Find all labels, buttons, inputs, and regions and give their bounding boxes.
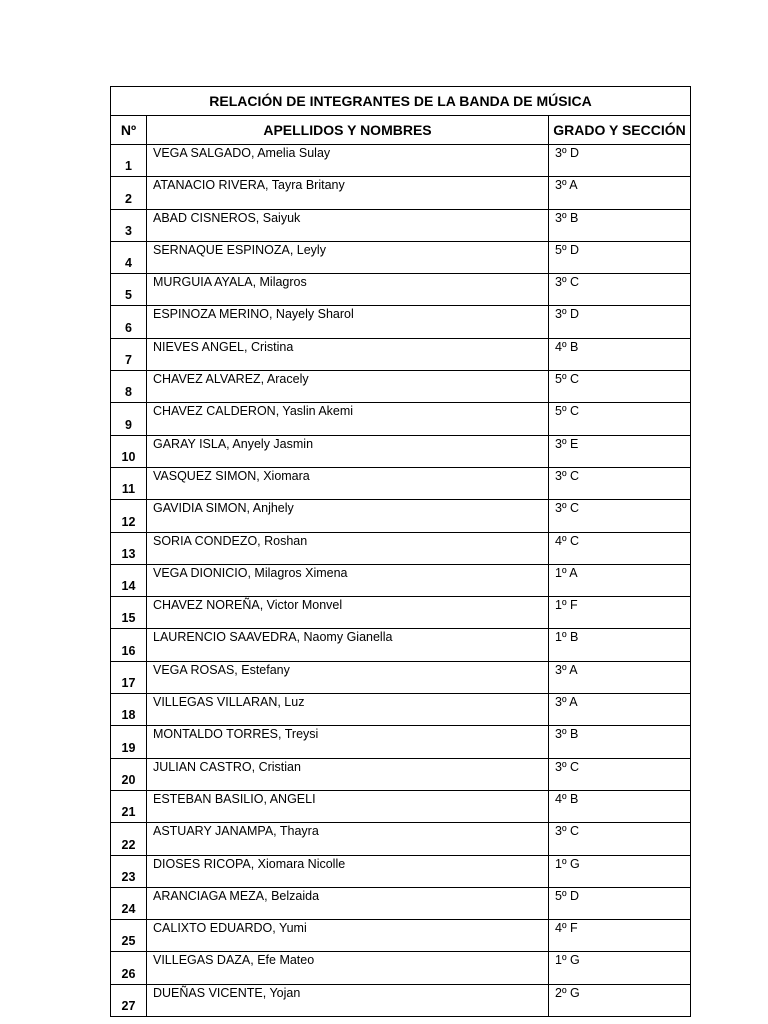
grade-section: 1º G [549, 855, 691, 887]
row-number: 3 [111, 209, 147, 241]
grade-section: 5º C [549, 403, 691, 435]
row-number: 11 [111, 467, 147, 499]
member-name: ESTEBAN BASILIO, ANGELI [147, 790, 549, 822]
row-number: 21 [111, 790, 147, 822]
row-number: 14 [111, 564, 147, 596]
member-name: DUEÑAS VICENTE, Yojan [147, 984, 549, 1016]
row-number: 7 [111, 338, 147, 370]
member-name: LAURENCIO SAAVEDRA, Naomy Gianella [147, 629, 549, 661]
table-row [111, 403, 691, 435]
title-row [111, 87, 691, 116]
table-row [111, 435, 691, 467]
table-row [111, 532, 691, 564]
table-body [111, 87, 691, 1017]
header-names: APELLIDOS Y NOMBRES [147, 116, 549, 145]
member-name: CALIXTO EDUARDO, Yumi [147, 920, 549, 952]
grade-section: 4º B [549, 338, 691, 370]
row-number: 1 [111, 145, 147, 177]
grade-section: 3º A [549, 177, 691, 209]
member-name: GARAY ISLA, Anyely Jasmin [147, 435, 549, 467]
row-number: 24 [111, 887, 147, 919]
member-name: MURGUIA AYALA, Milagros [147, 274, 549, 306]
row-number: 8 [111, 371, 147, 403]
table-row [111, 726, 691, 758]
member-name: CHAVEZ ALVAREZ, Aracely [147, 371, 549, 403]
table-row [111, 338, 691, 370]
table-row [111, 758, 691, 790]
member-name: VASQUEZ SIMON, Xiomara [147, 467, 549, 499]
row-number: 2 [111, 177, 147, 209]
row-number: 5 [111, 274, 147, 306]
member-name: NIEVES ANGEL, Cristina [147, 338, 549, 370]
table-row [111, 145, 691, 177]
member-name: ATANACIO RIVERA, Tayra Britany [147, 177, 549, 209]
table-row [111, 209, 691, 241]
grade-section: 3º A [549, 661, 691, 693]
table-row [111, 823, 691, 855]
grade-section: 3º B [549, 209, 691, 241]
table-row [111, 467, 691, 499]
member-name: ESPINOZA MERINO, Nayely Sharol [147, 306, 549, 338]
row-number: 10 [111, 435, 147, 467]
member-name: CHAVEZ CALDERON, Yaslin Akemi [147, 403, 549, 435]
grade-section: 3º B [549, 726, 691, 758]
band-members-table [110, 86, 691, 1017]
table-row [111, 887, 691, 919]
table-row [111, 920, 691, 952]
row-number: 12 [111, 500, 147, 532]
grade-section: 3º C [549, 500, 691, 532]
table-row [111, 855, 691, 887]
grade-section: 3º C [549, 758, 691, 790]
grade-section: 3º D [549, 306, 691, 338]
member-name: VEGA ROSAS, Estefany [147, 661, 549, 693]
row-number: 22 [111, 823, 147, 855]
grade-section: 2º G [549, 984, 691, 1016]
grade-section: 1º A [549, 564, 691, 596]
grade-section: 5º D [549, 241, 691, 273]
table-row [111, 790, 691, 822]
row-number: 20 [111, 758, 147, 790]
member-name: ARANCIAGA MEZA, Belzaida [147, 887, 549, 919]
grade-section: 4º C [549, 532, 691, 564]
row-number: 4 [111, 241, 147, 273]
grade-section: 4º B [549, 790, 691, 822]
row-number: 16 [111, 629, 147, 661]
row-number: 6 [111, 306, 147, 338]
member-name: ASTUARY JANAMPA, Thayra [147, 823, 549, 855]
header-number: Nº [111, 116, 147, 145]
member-name: DIOSES RICOPA, Xiomara Nicolle [147, 855, 549, 887]
grade-section: 3º C [549, 467, 691, 499]
row-number: 17 [111, 661, 147, 693]
grade-section: 3º E [549, 435, 691, 467]
member-name: VILLEGAS DAZA, Efe Mateo [147, 952, 549, 984]
table-row [111, 274, 691, 306]
row-number: 19 [111, 726, 147, 758]
grade-section: 1º F [549, 597, 691, 629]
member-name: SERNAQUE ESPINOZA, Leyly [147, 241, 549, 273]
member-name: VEGA SALGADO, Amelia Sulay [147, 145, 549, 177]
member-name: CHAVEZ NOREÑA, Victor Monvel [147, 597, 549, 629]
member-name: ABAD CISNEROS, Saiyuk [147, 209, 549, 241]
table-title: RELACIÓN DE INTEGRANTES DE LA BANDA DE MÚSICA [111, 87, 691, 116]
member-name: JULIAN CASTRO, Cristian [147, 758, 549, 790]
row-number: 23 [111, 855, 147, 887]
table-row [111, 952, 691, 984]
member-name: VEGA DIONICIO, Milagros Ximena [147, 564, 549, 596]
grade-section: 3º A [549, 694, 691, 726]
grade-section: 5º D [549, 887, 691, 919]
grade-section: 3º C [549, 274, 691, 306]
table-row [111, 564, 691, 596]
member-name: VILLEGAS VILLARAN, Luz [147, 694, 549, 726]
table-row [111, 306, 691, 338]
grade-section: 1º G [549, 952, 691, 984]
table-row [111, 694, 691, 726]
grade-section: 4º F [549, 920, 691, 952]
row-number: 9 [111, 403, 147, 435]
header-row [111, 116, 691, 145]
grade-section: 3º D [549, 145, 691, 177]
row-number: 15 [111, 597, 147, 629]
table-row [111, 984, 691, 1016]
table-row [111, 241, 691, 273]
table-row [111, 661, 691, 693]
table-row [111, 500, 691, 532]
table-row [111, 629, 691, 661]
grade-section: 1º B [549, 629, 691, 661]
table-row [111, 597, 691, 629]
row-number: 27 [111, 984, 147, 1016]
table-row [111, 177, 691, 209]
member-name: GAVIDIA SIMON, Anjhely [147, 500, 549, 532]
header-grade-section: GRADO Y SECCIÓN [549, 116, 691, 145]
row-number: 18 [111, 694, 147, 726]
row-number: 25 [111, 920, 147, 952]
row-number: 13 [111, 532, 147, 564]
grade-section: 5º C [549, 371, 691, 403]
table-row [111, 371, 691, 403]
grade-section: 3º C [549, 823, 691, 855]
member-name: MONTALDO TORRES, Treysi [147, 726, 549, 758]
row-number: 26 [111, 952, 147, 984]
member-name: SORIA CONDEZO, Roshan [147, 532, 549, 564]
